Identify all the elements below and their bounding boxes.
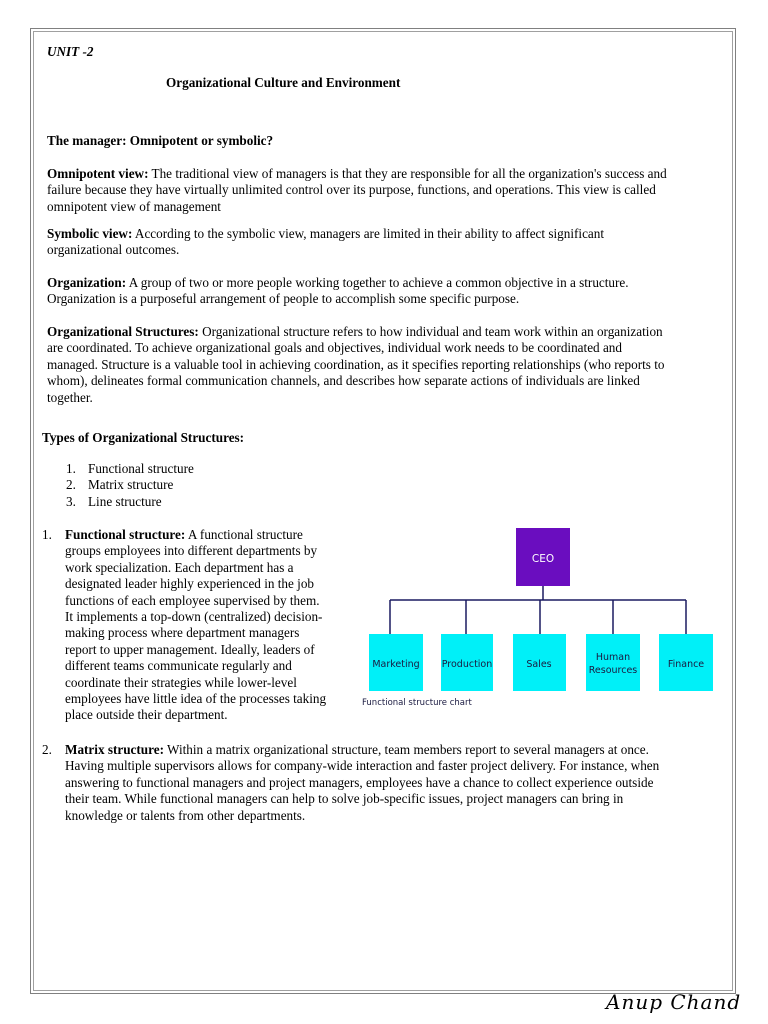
functional-line: work specialization. Each department has a — [65, 559, 294, 575]
organization-line: A group of two or more people working together to achieve a common objective in a structure. — [126, 275, 629, 290]
matrix-paragraph — [65, 742, 659, 824]
functional-line: It implements a top-down (centralized) decision- — [65, 609, 323, 625]
list-item — [66, 494, 194, 510]
symbolic-label: Symbolic view: — [47, 226, 133, 241]
functional-line: functions of each employee supervised by them. — [65, 592, 320, 608]
functional-line: report to upper management. Ideally, leaders of — [65, 641, 315, 657]
list-item-label: Functional structure — [88, 461, 194, 476]
list-item — [66, 461, 194, 477]
omnipotent-line: failure because they have virtually unlimited control over its purpose, functions, and operations. This view is called — [47, 182, 656, 198]
functional-line: making process where department managers — [65, 625, 300, 641]
org-structures-line: whom), delineates formal communication channels, and describes how separate actions of individuals are linked — [47, 373, 640, 389]
functional-line: employees have little idea of the processes taking — [65, 691, 327, 707]
chart-label-ceo: CEO — [531, 553, 555, 565]
functional-structure-chart — [355, 522, 725, 712]
chart-label-human: Human — [595, 652, 631, 663]
functional-line: coordinate their strategies while lower-level — [65, 674, 297, 690]
org-structures-line: are coordinated. To achieve organizational goals and objectives, individual work needs to be coordinated and — [47, 340, 622, 356]
chart-label-finance: Finance — [667, 659, 705, 670]
functional-line: different teams communicate regularly and — [65, 658, 292, 674]
org-structures-paragraph — [47, 324, 664, 406]
list-number: 1. — [66, 461, 76, 476]
organization-paragraph — [47, 275, 629, 308]
functional-number: 1. — [42, 527, 52, 542]
functional-line: groups employees into different departments by — [65, 543, 318, 559]
functional-line: place outside their department. — [65, 707, 228, 723]
matrix-label: Matrix structure: — [65, 742, 164, 757]
functional-paragraph — [65, 527, 326, 724]
unit-label: UNIT -2 — [47, 44, 94, 59]
list-item-label: Matrix structure — [88, 477, 174, 493]
manager-heading: The manager: Omnipotent or symbolic? — [47, 133, 274, 148]
list-number: 3. — [66, 493, 76, 509]
matrix-line: their team. While functional managers can help to solve job-specific issues, project managers can bring in — [65, 791, 624, 807]
types-heading: Types of Organizational Structures: — [42, 430, 245, 445]
matrix-line: Within a matrix organizational structure, team members report to several managers at once. — [164, 742, 649, 757]
symbolic-paragraph — [47, 226, 604, 259]
organization-line: Organization is a purposeful arrangement of people to accomplish some specific purpose. — [47, 291, 520, 307]
matrix-line: Having multiple supervisors allows for company-wide interaction and faster project delivery. For instance, when — [65, 758, 660, 774]
matrix-number: 2. — [42, 742, 52, 757]
omnipotent-label: Omnipotent view: — [47, 166, 149, 181]
symbolic-line: According to the symbolic view, managers are limited in their ability to affect significant — [132, 226, 605, 241]
omnipotent-paragraph — [47, 166, 667, 215]
functional-label: Functional structure: — [65, 527, 186, 542]
org-structures-line: together. — [47, 389, 93, 405]
matrix-line: knowledge or talents from other departments. — [65, 807, 306, 823]
omnipotent-line: omnipotent view of management — [47, 198, 221, 214]
org-structures-line: managed. Structure is a valuable tool in achieving coordination, as it specifies reporting relationships (who reports to — [47, 356, 665, 372]
symbolic-line: organizational outcomes. — [47, 242, 180, 258]
functional-line: designated leader highly experienced in the job — [65, 576, 315, 592]
author-signature: Anup Chand — [606, 990, 742, 1014]
chart-label-sales: Sales — [526, 659, 552, 670]
list-number: 2. — [66, 477, 76, 493]
org-structures-label: Organizational Structures: — [47, 324, 199, 339]
types-list — [66, 461, 194, 510]
matrix-line: answering to functional managers and project managers, employees have a chance to collect experience outside — [65, 774, 654, 790]
chart-label-marketing: Marketing — [372, 659, 420, 670]
chart-caption: Functional structure chart — [362, 698, 472, 708]
omnipotent-line: The traditional view of managers is that they are responsible for all the organization's success and — [148, 166, 667, 181]
chart-label-resources: Resources — [588, 665, 638, 676]
org-structures-line: Organizational structure refers to how individual and team work within an organization — [198, 324, 663, 339]
list-item — [66, 477, 194, 493]
functional-line: A functional structure — [185, 527, 303, 542]
organization-label: Organization: — [47, 275, 127, 290]
chart-label-production: Production — [441, 659, 493, 670]
list-item-label: Line structure — [88, 493, 162, 509]
page-title: Organizational Culture and Environment — [166, 75, 401, 90]
